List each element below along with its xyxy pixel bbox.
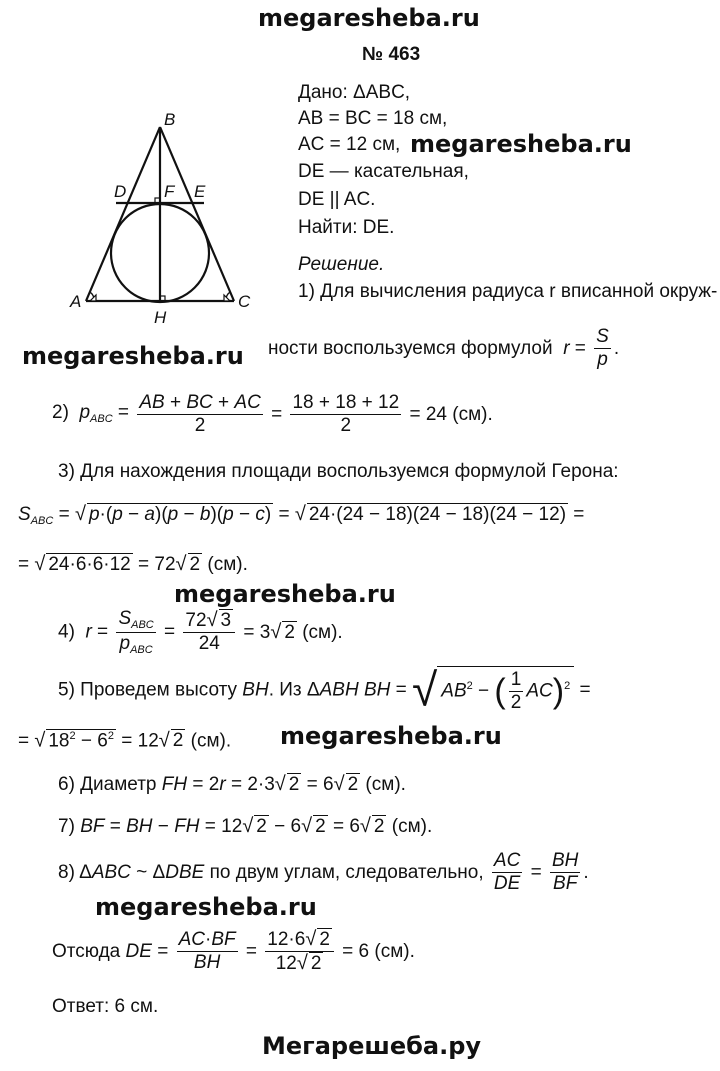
watermark: megaresheba.ru	[410, 130, 632, 158]
conclusion: Отсюда DE = $\frac{AC\cdot BF}{BH}$ = $\frac{12\cdot 6√ 2}{12√ 2}$ = 6 (см).	[52, 928, 415, 974]
given-line-6: Найти: DE.	[298, 217, 395, 238]
label-a: A	[70, 292, 82, 311]
given-line-4: DE — касательная,	[298, 161, 469, 182]
label-b: B	[164, 110, 176, 129]
step-5: 5) Проведем высоту BH. Из ΔABH BH = √ $AB^2$ − ( $\frac{1}{2}$ AC)$^2$ =	[58, 663, 591, 716]
step-3-formula-1: $S_{ABC}$ = √ p·(p − a)(p − b)(p − c) = √ 24·(24 − 18)(24 − 18)(24 − 12) =	[18, 503, 585, 527]
step-4: 4) r = $\frac{S_{ABC}}{p_{ABC}}$ = $\frac{72√ 3}{24}$ = 3√ 2 (см).	[58, 608, 343, 656]
watermark: megaresheba.ru	[95, 893, 317, 921]
label-d: D	[114, 182, 127, 201]
step-1-line-a: 1) Для вычисления радиуса r вписанной окруж-	[298, 281, 718, 302]
problem-number: № 463	[362, 44, 421, 65]
footer-watermark: Мегарешеба.ру	[262, 1032, 482, 1060]
label-e: E	[194, 182, 206, 201]
label-c: C	[238, 292, 251, 311]
step-3: 3) Для нахождения площади воспользуемся формулой Герона:	[58, 461, 619, 482]
solution-heading: Решение.	[298, 254, 385, 275]
watermark: megaresheba.ru	[280, 722, 502, 750]
given-line-2: AB = BC = 18 см,	[298, 108, 448, 129]
label-h: H	[154, 308, 167, 327]
step-6: 6) Диаметр FH = 2r = 2·3√ 2 = 6√ 2 (см).	[58, 773, 406, 795]
watermark: megaresheba.ru	[22, 342, 244, 370]
label-f: F	[164, 182, 175, 201]
given-line-3: AC = 12 см,	[298, 134, 401, 155]
answer: Ответ: 6 см.	[52, 996, 159, 1017]
given-line-5: DE || AC.	[298, 189, 376, 210]
given-line-1: Дано: ΔABC,	[298, 82, 411, 103]
step-8: 8) ΔABC ~ ΔDBE по двум углам, следовательно, $\frac{AC}{DE}$ = $\frac{BH}{BF}$ .	[58, 850, 589, 894]
step-1-line-b: ности воспользуемся формулой r = $\frac{S}{p}$ .	[268, 326, 620, 370]
step-7: 7) BF = BH − FH = 12√ 2 − 6√ 2 = 6√ 2 (см).	[58, 815, 433, 837]
step-5-result: = √ $18^2 - 6^2 = 12√$ 2 (см).	[18, 729, 232, 752]
watermark: megaresheba.ru	[258, 4, 480, 32]
step-2: 2) $p_{ABC}$ = $\frac{AB + BC + AC}{2}$ = $\frac{18 + 18 + 12}{2}$ = 24 (см).	[52, 392, 493, 436]
watermark: megaresheba.ru	[174, 580, 396, 608]
step-3-formula-2: = √ 24·6·6·12 = 72√ 2 (см).	[18, 553, 248, 575]
triangle-figure	[60, 105, 320, 425]
